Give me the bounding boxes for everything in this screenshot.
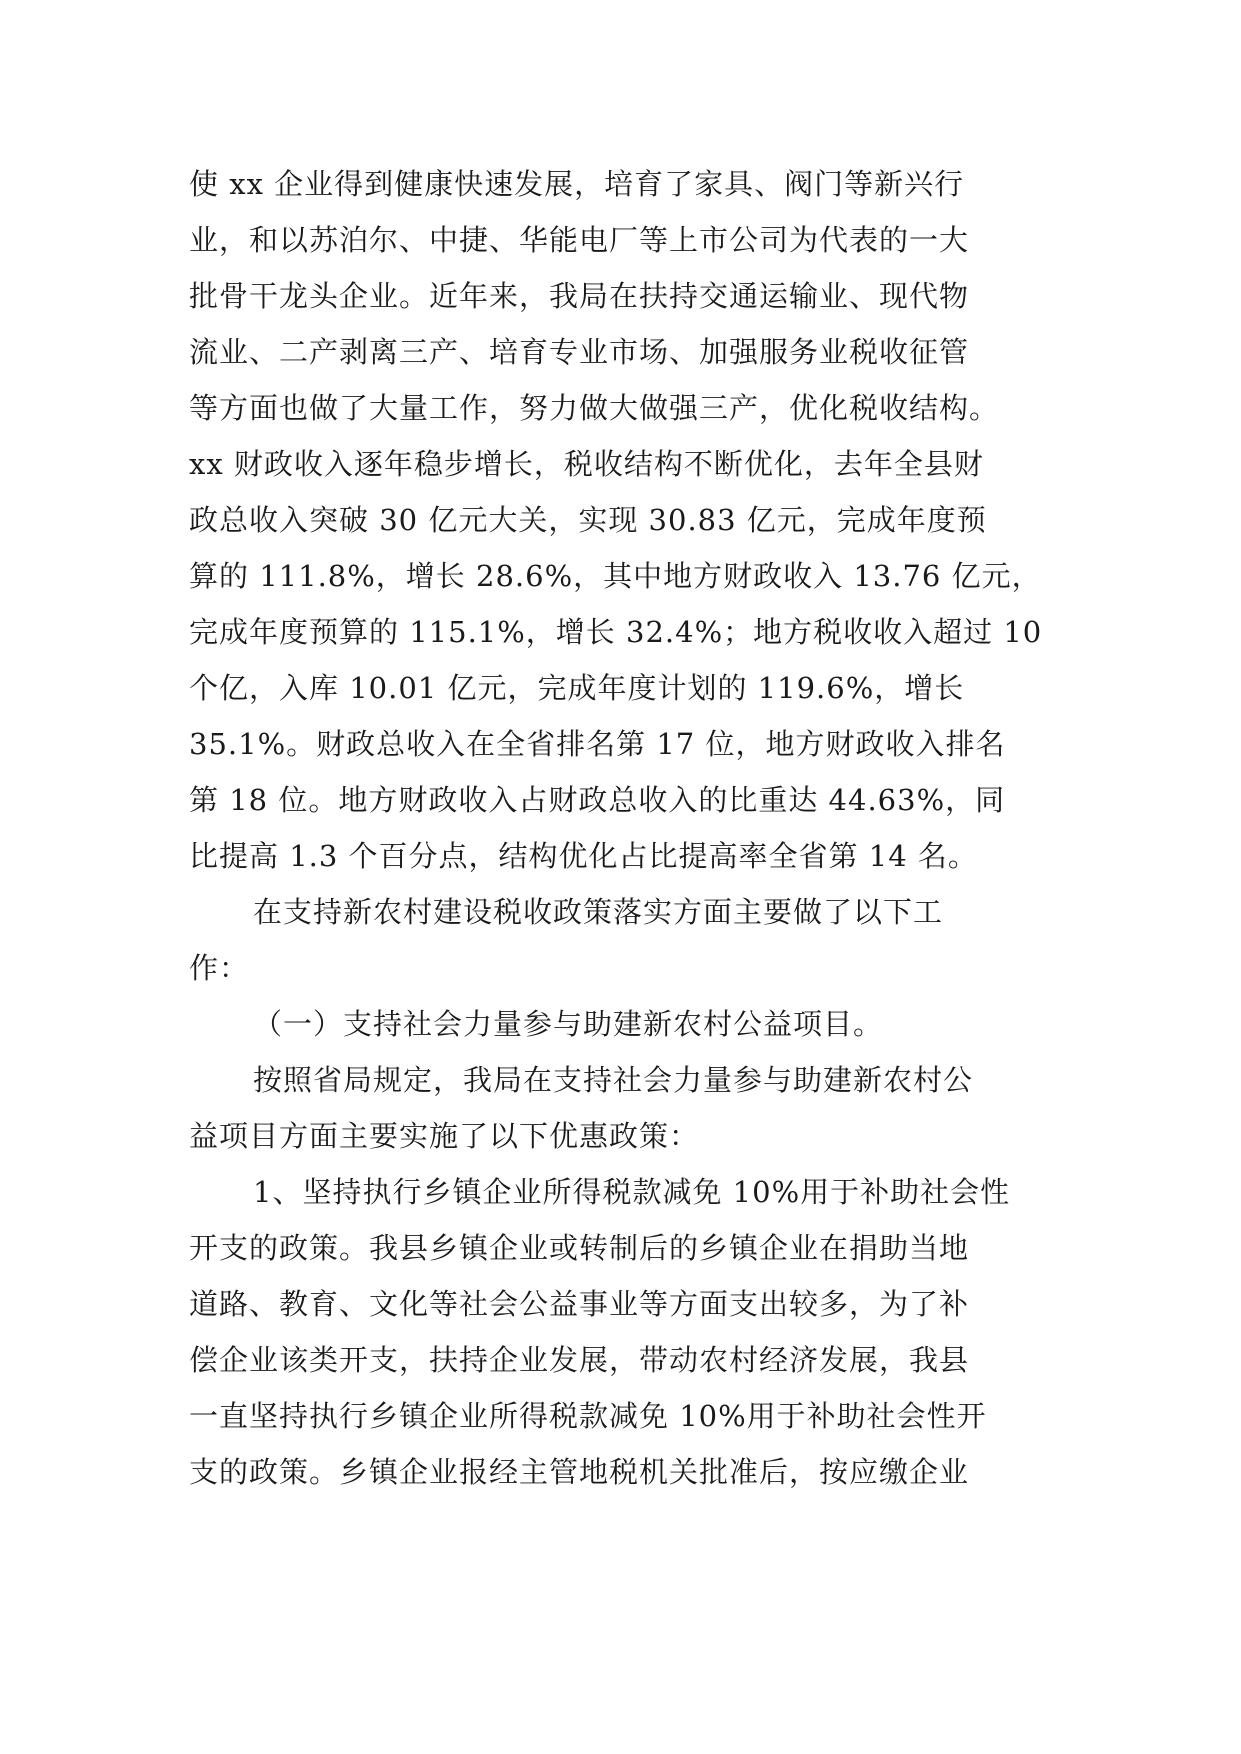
text-line: 政总收入突破 30 亿元大关，实现 30.83 亿元，完成年度预 bbox=[189, 503, 987, 537]
text-line: xx 财政收入逐年稳步增长，税收结构不断优化，去年全县财 bbox=[189, 447, 984, 481]
text-line: 比提高 1.3 个百分点，结构优化占比提高率全省第 14 名。 bbox=[189, 839, 978, 873]
text-line: 第 18 位。地方财政收入占财政总收入的比重达 44.63%，同 bbox=[189, 783, 1006, 817]
text-line: 业，和以苏泊尔、中捷、华能电厂等上市公司为代表的一大 bbox=[189, 223, 970, 257]
text-line: 偿企业该类开支，扶持企业发展，带动农村经济发展，我县 bbox=[189, 1343, 970, 1377]
text-line: 完成年度预算的 115.1%，增长 32.4%；地方税收收入超过 10 bbox=[189, 615, 1043, 649]
text-line: 按照省局规定，我局在支持社会力量参与助建新农村公 bbox=[253, 1063, 974, 1097]
text-line: 流业、二产剥离三产、培育专业市场、加强服务业税收征管 bbox=[189, 335, 970, 369]
text-line: 道路、教育、文化等社会公益事业等方面支出较多，为了补 bbox=[189, 1287, 970, 1321]
text-line: 算的 111.8%，增长 28.6%，其中地方财政收入 13.76 亿元， bbox=[189, 559, 1042, 593]
text-line: 开支的政策。我县乡镇企业或转制后的乡镇企业在捐助当地 bbox=[189, 1231, 970, 1265]
paragraph-policy-1 bbox=[189, 1164, 1069, 1500]
text-line: 在支持新农村建设税收政策落实方面主要做了以下工 bbox=[253, 895, 944, 929]
text-line: 个亿，入库 10.01 亿元，完成年度计划的 119.6%，增长 bbox=[189, 671, 965, 705]
document-body bbox=[189, 156, 1069, 1500]
section-heading-1 bbox=[189, 996, 1069, 1052]
text-line: 支的政策。乡镇企业报经主管地税机关批准后，按应缴企业 bbox=[189, 1455, 970, 1489]
paragraph-tax-structure bbox=[189, 156, 1069, 884]
text-line: 益项目方面主要实施了以下优惠政策： bbox=[189, 1119, 700, 1153]
text-line: 1、坚持执行乡镇企业所得税款减免 10%用于补助社会性 bbox=[253, 1175, 1011, 1209]
text-line: 等方面也做了大量工作，努力做大做强三产，优化税收结构。 bbox=[189, 391, 1000, 425]
text-line: 一直坚持执行乡镇企业所得税款减免 10%用于补助社会性开 bbox=[189, 1399, 987, 1433]
text-line: 批骨干龙头企业。近年来，我局在扶持交通运输业、现代物 bbox=[189, 279, 970, 313]
text-line: 35.1%。财政总收入在全省排名第 17 位，地方财政收入排名 bbox=[189, 727, 1006, 761]
paragraph-provincial-rules bbox=[189, 1052, 1069, 1164]
text-line: 使 xx 企业得到健康快速发展，培育了家具、阀门等新兴行 bbox=[189, 167, 965, 201]
text-line: （一）支持社会力量参与助建新农村公益项目。 bbox=[253, 1007, 884, 1041]
paragraph-intro-work bbox=[189, 884, 1069, 996]
text-line: 作： bbox=[189, 951, 250, 985]
